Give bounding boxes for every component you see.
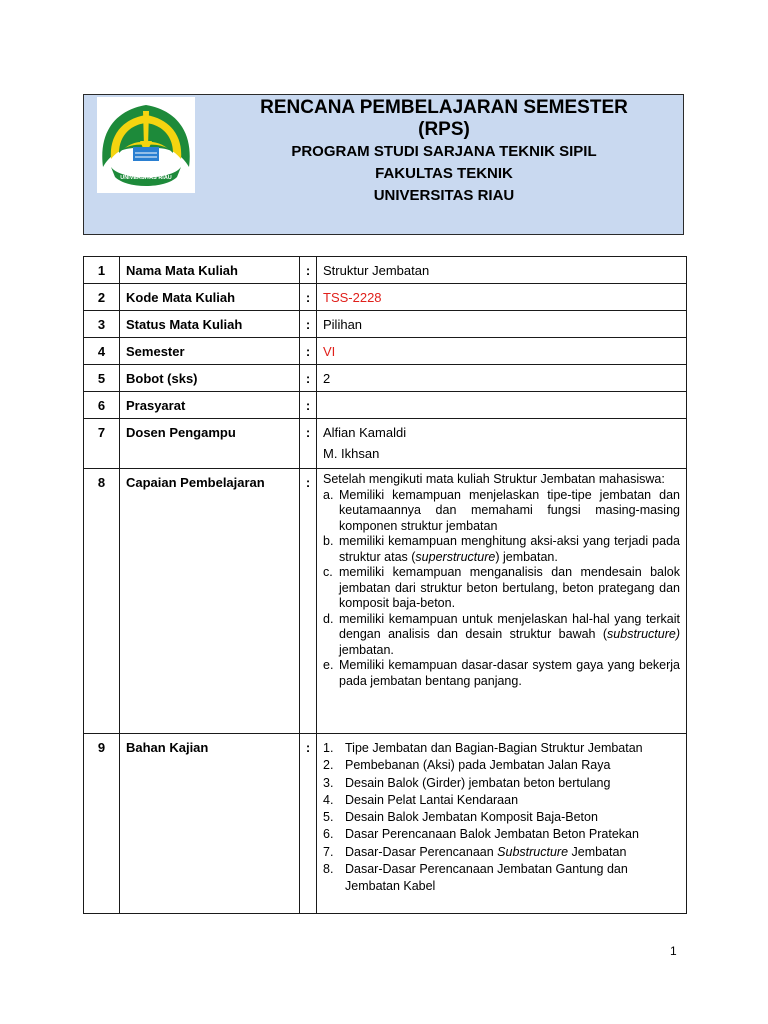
study-materials-value — [317, 734, 687, 914]
lecturers-value — [317, 419, 687, 469]
row-separator: : — [300, 419, 317, 469]
table-row — [84, 365, 687, 392]
document-title: RENCANA PEMBELAJARAN SEMESTER (RPS) — [260, 97, 628, 140]
document-header — [83, 94, 684, 235]
page-number: 1 — [670, 944, 677, 958]
table-row — [84, 419, 687, 469]
row-label: Nama Mata Kuliah — [120, 257, 300, 284]
credits-value: 2 — [317, 365, 687, 392]
table-row — [84, 734, 687, 914]
course-status-value: Pilihan — [317, 311, 687, 338]
list-item: d. memiliki kemampuan untuk menjelaskan hal-hal yang terkait dengan analisis dan desain struktur bawah (substructure) jembatan. — [323, 611, 680, 657]
row-number: 7 — [84, 419, 120, 469]
course-info-table — [83, 256, 687, 914]
list-item: 6. Dasar Perencanaan Balok Jembatan Beton Pratekan — [323, 827, 639, 842]
row-label: Bobot (sks) — [120, 365, 300, 392]
program-name: PROGRAM STUDI SARJANA TEKNIK SIPIL — [291, 143, 597, 160]
row-number: 4 — [84, 338, 120, 365]
row-separator: : — [300, 392, 317, 419]
row-label: Capaian Pembelajaran — [120, 469, 300, 734]
row-number: 9 — [84, 734, 120, 914]
list-item: 3. Desain Balok (Girder) jembatan beton bertulang — [323, 775, 611, 790]
university-logo — [97, 97, 195, 193]
university-name: UNIVERSITAS RIAU — [373, 187, 515, 204]
faculty-name: FAKULTAS TEKNIK — [375, 165, 513, 182]
table-row — [84, 311, 687, 338]
row-number: 5 — [84, 365, 120, 392]
list-item: 5. Desain Balok Jembatan Komposit Baja-Beton — [323, 810, 598, 825]
table-row — [84, 257, 687, 284]
row-label: Kode Mata Kuliah — [120, 284, 300, 311]
list-item: 4. Desain Pelat Lantai Kendaraan — [323, 792, 519, 807]
row-separator: : — [300, 284, 317, 311]
row-label: Status Mata Kuliah — [120, 311, 300, 338]
row-number: 8 — [84, 469, 120, 734]
row-label: Dosen Pengampu — [120, 419, 300, 469]
semester-value: VI — [317, 338, 687, 365]
list-item: 2. Pembebanan (Aksi) pada Jembatan Jalan Raya — [323, 758, 611, 773]
row-label: Semester — [120, 338, 300, 365]
lecturer-name: Alfian Kamaldi — [323, 425, 407, 440]
row-separator: : — [300, 338, 317, 365]
prerequisite-value — [317, 392, 687, 419]
row-label: Bahan Kajian — [120, 734, 300, 914]
row-separator: : — [300, 311, 317, 338]
course-name-value: Struktur Jembatan — [317, 257, 687, 284]
row-number: 6 — [84, 392, 120, 419]
learning-outcomes-value — [317, 469, 687, 734]
list-item: a. Memiliki kemampuan menjelaskan tipe-tipe jembatan dan keutamaannya dan memahami fungsi masing-masing komponen struktur jembatan — [323, 487, 680, 533]
learning-outcomes-intro: Setelah mengikuti mata kuliah Struktur Jembatan mahasiswa: — [323, 472, 665, 486]
row-label: Prasyarat — [120, 392, 300, 419]
list-item: 1. Tipe Jembatan dan Bagian-Bagian Struktur Jembatan — [323, 741, 643, 755]
header-titles — [234, 97, 654, 207]
course-code-value: TSS-2228 — [317, 284, 687, 311]
list-item: 7. Dasar-Dasar Perencanaan Substructure Jembatan — [323, 844, 627, 859]
row-number: 3 — [84, 311, 120, 338]
table-row — [84, 338, 687, 365]
table-row — [84, 469, 687, 734]
row-separator: : — [300, 469, 317, 734]
row-separator: : — [300, 734, 317, 914]
list-item: e. Memiliki kemampuan dasar-dasar system gaya yang bekerja pada jembatan bentang panjang. — [323, 658, 680, 688]
row-separator: : — [300, 365, 317, 392]
list-item: b. memiliki kemampuan menghitung aksi-aksi yang terjadi pada struktur atas (superstructure) jembatan. — [323, 534, 680, 564]
learning-outcomes-list — [323, 488, 680, 690]
list-item: 8. Dasar-Dasar Perencanaan Jembatan Gantung dan Jembatan Kabel — [323, 862, 628, 894]
row-number: 2 — [84, 284, 120, 311]
table-row — [84, 392, 687, 419]
study-materials-list — [323, 740, 680, 896]
list-item: c. memiliki kemampuan menganalisis dan mendesain balok jembatan dari struktur beton bertulang, beton prategang dan komposit baja-beton. — [323, 565, 680, 610]
table-row — [84, 284, 687, 311]
svg-text:UNIVERSITAS RIAU: UNIVERSITAS RIAU — [120, 175, 172, 181]
row-separator: : — [300, 257, 317, 284]
row-number: 1 — [84, 257, 120, 284]
lecturer-name: M. Ikhsan — [323, 446, 380, 461]
